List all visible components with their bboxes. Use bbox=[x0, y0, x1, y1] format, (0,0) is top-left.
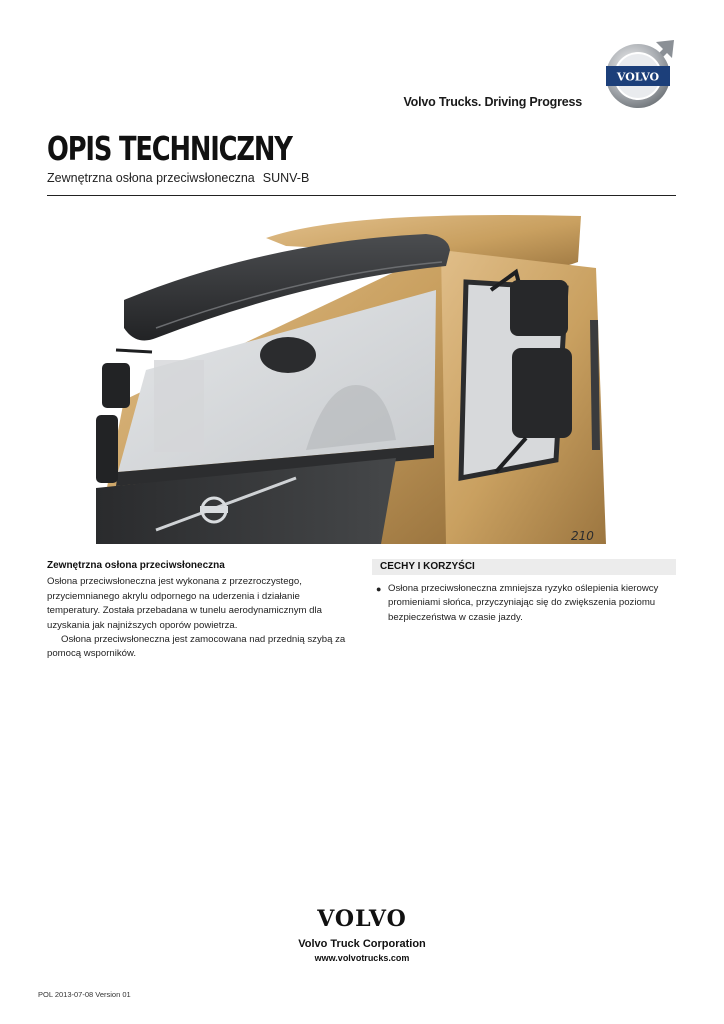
svg-text:VOLVO: VOLVO bbox=[616, 70, 660, 84]
benefits-list bbox=[372, 582, 672, 625]
description-paragraph-1: Osłona przeciwsłoneczna jest wykonana z przezroczystego, przyciemnianego akrylu odpornego na uderzenia i działanie temperatury. Została przebadana w tunelu aerodynamicznym dla uzyskania jak najniższych oporów powietrza. bbox=[47, 576, 322, 631]
brand-tagline: Volvo Trucks. Driving Progress bbox=[403, 95, 582, 109]
volvo-wordmark-logo bbox=[292, 906, 432, 930]
subtitle-text: Zewnętrzna osłona przeciwsłoneczna bbox=[47, 171, 255, 185]
benefits-heading: CECHY I KORZYŚCI bbox=[380, 561, 475, 572]
document-title: OPIS TECHNICZNY bbox=[47, 129, 292, 168]
bullet-icon: ● bbox=[376, 584, 382, 594]
truck-cab-hero-image bbox=[96, 210, 617, 544]
description-paragraph-2: Osłona przeciwsłoneczna jest zamocowana nad przednią szybą za pomocą wsporników. bbox=[47, 634, 346, 660]
product-code: SUNV-B bbox=[262, 171, 310, 185]
document-subtitle bbox=[47, 171, 309, 185]
benefit-text: Osłona przeciwsłoneczna zmniejsza ryzyko oślepienia kierowcy promieniami słońca, przyczyniając się do zwiększenia poziomu bezpieczeństwa w czasie jazdy. bbox=[388, 583, 659, 623]
document-version: POL 2013-07-08 Version 01 bbox=[38, 990, 131, 999]
svg-text:VOLVO: VOLVO bbox=[317, 906, 407, 930]
model-badge: 210 bbox=[571, 529, 594, 543]
volvo-emblem-logo bbox=[604, 38, 676, 110]
company-name: Volvo Truck Corporation bbox=[298, 938, 426, 950]
benefits-header bbox=[372, 559, 676, 575]
header-divider bbox=[47, 195, 676, 196]
description-section bbox=[47, 559, 352, 662]
benefit-item bbox=[372, 582, 672, 625]
description-heading: Zewnętrzna osłona przeciwsłoneczna bbox=[47, 560, 225, 571]
company-website-link[interactable]: www.volvotrucks.com bbox=[314, 953, 410, 963]
